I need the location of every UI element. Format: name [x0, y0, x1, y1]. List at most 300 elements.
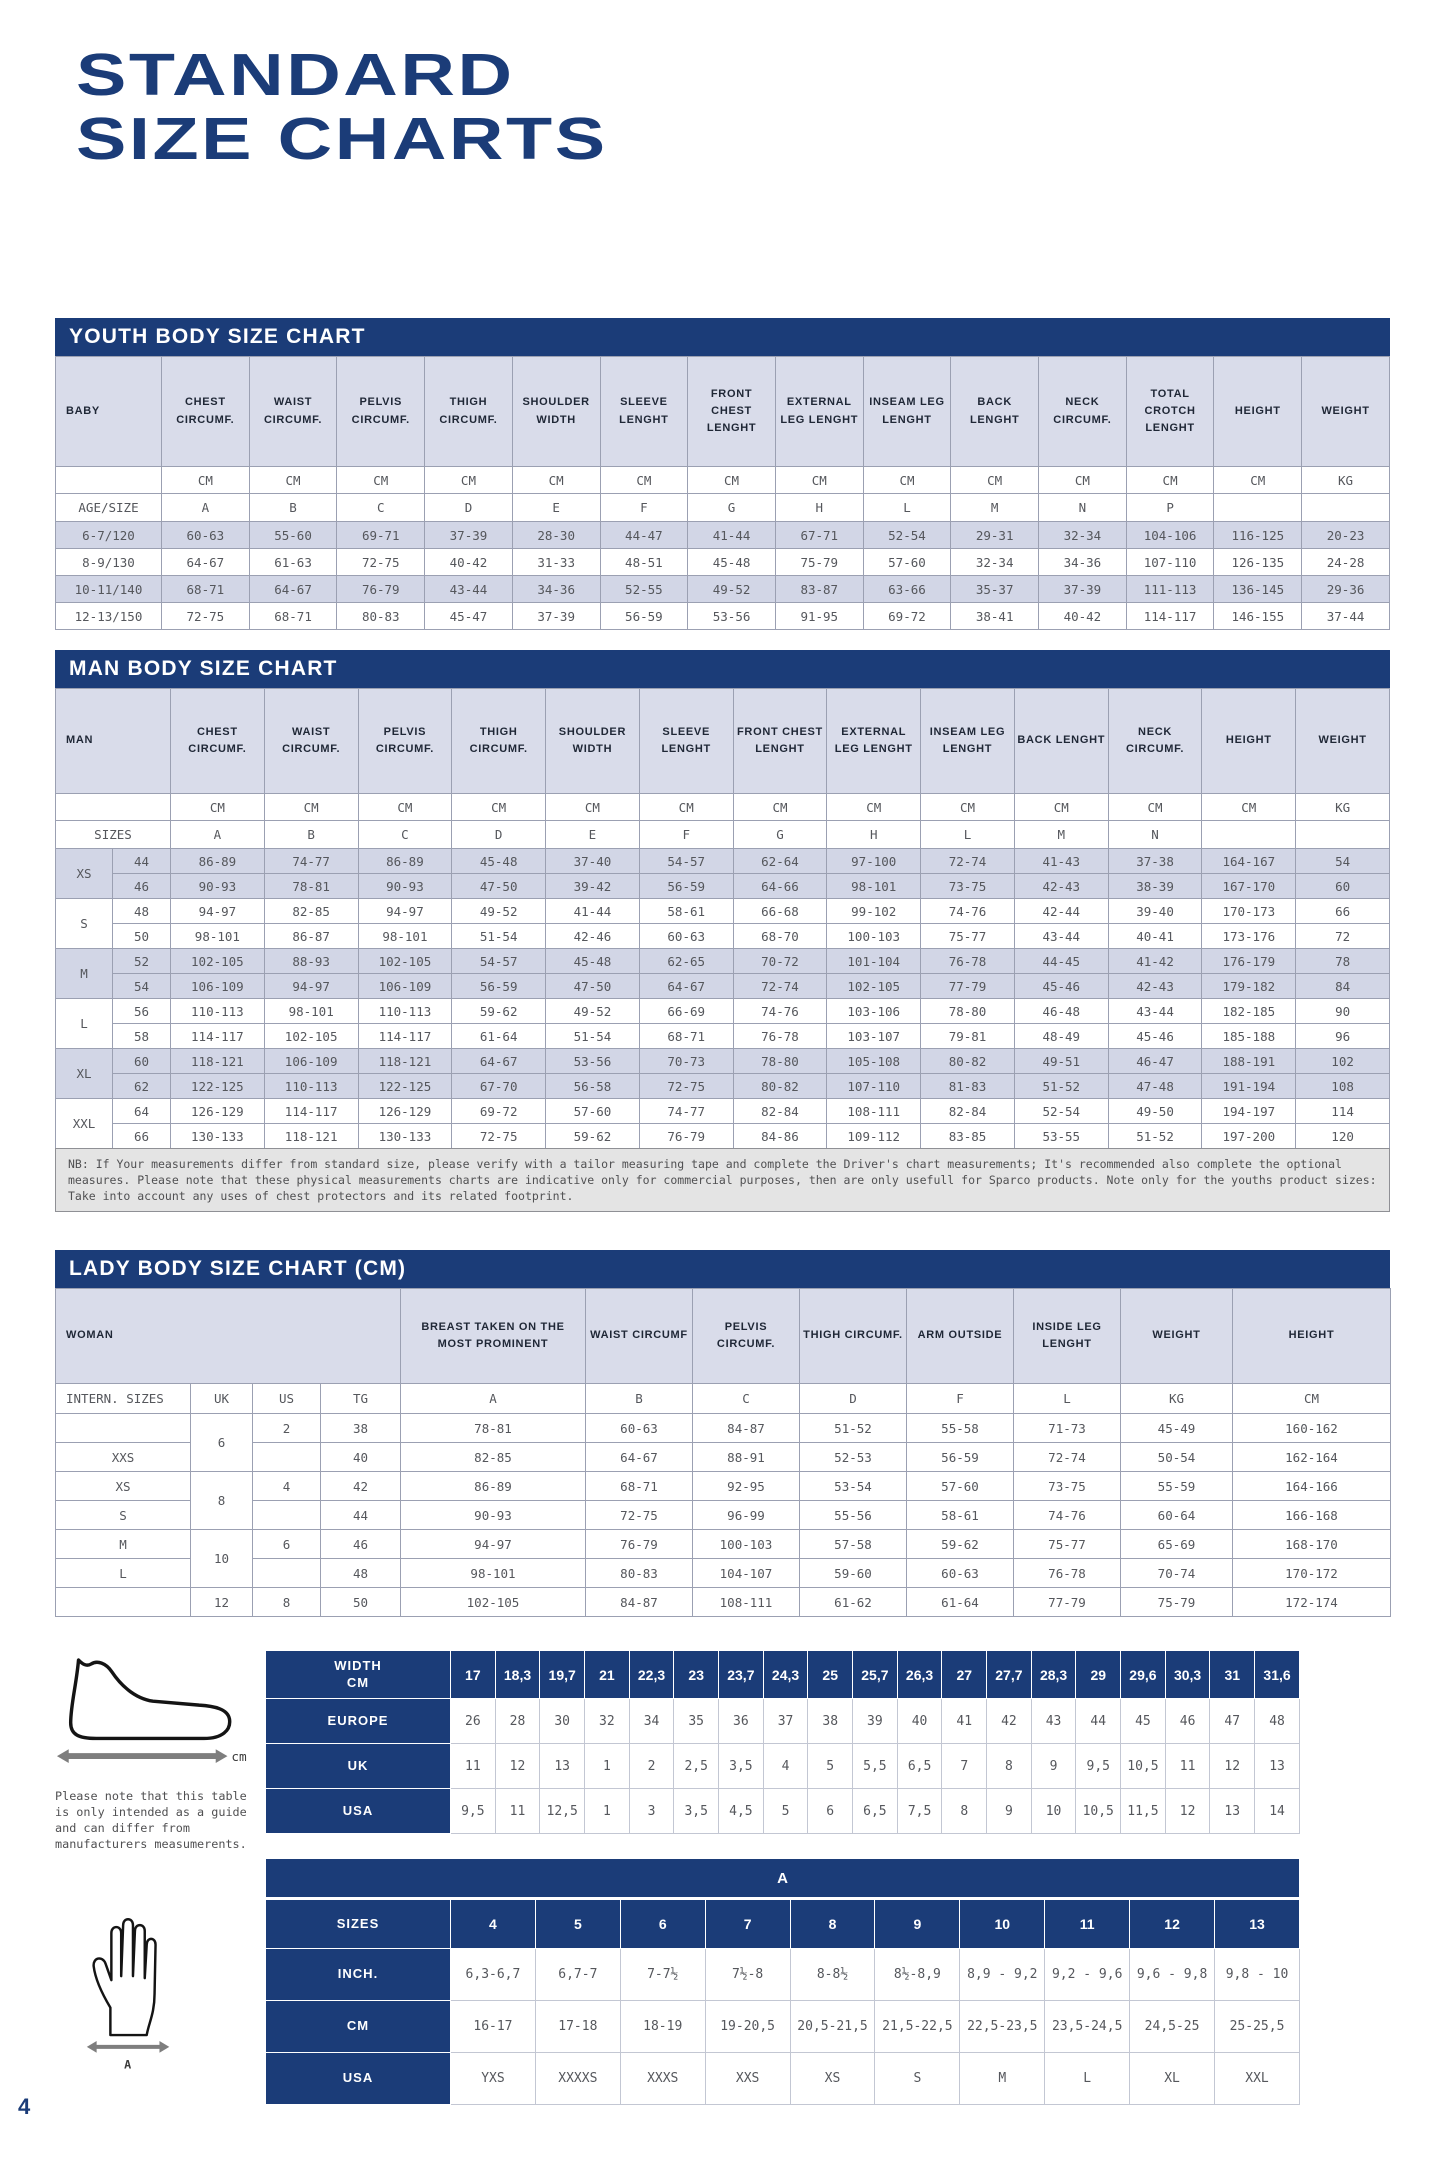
data-cell: 42-46 [546, 924, 640, 949]
data-cell: 70-73 [639, 1049, 733, 1074]
data-cell: 8 [942, 1789, 987, 1834]
data-cell: 110-113 [358, 999, 452, 1024]
data-cell: 105-108 [827, 1049, 921, 1074]
letter-cell: P [1126, 494, 1214, 522]
data-cell: 30 [540, 1699, 585, 1744]
letter-cell: C [358, 821, 452, 849]
column-header: SHOULDER WIDTH [512, 357, 600, 467]
data-cell: 162-164 [1233, 1443, 1391, 1472]
data-cell: 114 [1296, 1099, 1390, 1124]
letter-cell: N [1039, 494, 1127, 522]
letter-cell: F [639, 821, 733, 849]
data-cell: 28 [495, 1699, 540, 1744]
size-label: 44 [113, 849, 171, 874]
data-cell: 78-81 [401, 1414, 586, 1443]
data-cell: 58-61 [907, 1501, 1014, 1530]
data-cell: 146-155 [1214, 603, 1302, 630]
data-cell: 5,5 [853, 1744, 898, 1789]
data-cell: 43-44 [1014, 924, 1108, 949]
data-cell: 76-78 [733, 1024, 827, 1049]
data-cell: 118-121 [358, 1049, 452, 1074]
data-cell: 4 [763, 1744, 808, 1789]
data-cell: 60-63 [907, 1559, 1014, 1588]
shoe-row-label: EUROPE [266, 1699, 451, 1744]
man-data-row [56, 1049, 1390, 1074]
subheader-cell: CM [1233, 1384, 1391, 1414]
unit-cell: CM [827, 794, 921, 821]
column-header: HEIGHT [1233, 1289, 1391, 1384]
glove-row [266, 2001, 1300, 2053]
data-cell: 97-100 [827, 849, 921, 874]
data-cell: 32-34 [1039, 522, 1127, 549]
data-cell: 98-101 [264, 999, 358, 1024]
sizes-label: SIZES [56, 821, 171, 849]
data-cell: M [960, 2053, 1045, 2105]
data-cell: 108 [1296, 1074, 1390, 1099]
data-cell: 44-47 [600, 522, 688, 549]
data-cell: 44-45 [1014, 949, 1108, 974]
data-cell: 38-39 [1108, 874, 1202, 899]
data-cell: 8 [790, 1899, 875, 1949]
data-cell: 47-50 [452, 874, 546, 899]
data-cell: 67-71 [775, 522, 863, 549]
data-cell: 11 [1045, 1899, 1130, 1949]
data-cell: 74-76 [921, 899, 1015, 924]
data-cell: 130-133 [171, 1124, 265, 1149]
data-cell: 56-59 [639, 874, 733, 899]
data-cell: 45-46 [1014, 974, 1108, 999]
data-cell: 21,5-22,5 [875, 2001, 960, 2053]
data-cell: 179-182 [1202, 974, 1296, 999]
data-cell: 66-68 [733, 899, 827, 924]
data-cell: 126-129 [358, 1099, 452, 1124]
letter-cell: A [171, 821, 265, 849]
subheader-cell: B [586, 1384, 693, 1414]
data-cell: 49-52 [452, 899, 546, 924]
data-cell: 39-42 [546, 874, 640, 899]
data-cell: 55-60 [249, 522, 337, 549]
unit-cell: CM [688, 467, 776, 494]
data-cell: 104-106 [1126, 522, 1214, 549]
data-cell: 60-63 [586, 1414, 693, 1443]
data-cell: 38 [808, 1699, 853, 1744]
data-cell: 41-44 [546, 899, 640, 924]
data-cell: 8-8½ [790, 1949, 875, 2001]
data-cell: 118-121 [264, 1124, 358, 1149]
data-cell: 101-104 [827, 949, 921, 974]
data-cell: 42-44 [1014, 899, 1108, 924]
data-cell: 26,3 [897, 1651, 942, 1699]
shoe-row [266, 1699, 1300, 1744]
data-cell: 126-129 [171, 1099, 265, 1124]
data-cell: 41 [942, 1699, 987, 1744]
column-header: SLEEVE LENGHT [639, 689, 733, 794]
data-cell: 96-99 [693, 1501, 800, 1530]
data-cell: 108-111 [827, 1099, 921, 1124]
column-header: HEIGHT [1214, 357, 1302, 467]
data-cell: 44 [1076, 1699, 1121, 1744]
data-cell: 22,3 [629, 1651, 674, 1699]
youth-size-table [55, 356, 1390, 630]
column-header: TOTAL CROTCH LENGHT [1126, 357, 1214, 467]
data-cell: 80-83 [337, 603, 425, 630]
lady-chart-section [55, 1250, 1390, 1617]
man-data-row [56, 874, 1390, 899]
unit-cell: KG [1296, 794, 1390, 821]
data-cell: 64-67 [452, 1049, 546, 1074]
data-cell: 31-33 [512, 549, 600, 576]
intern-size-cell [56, 1414, 191, 1443]
data-cell: 60-64 [1121, 1501, 1233, 1530]
data-cell: 98-101 [401, 1559, 586, 1588]
data-cell: 80-82 [733, 1074, 827, 1099]
data-cell: 12,5 [540, 1789, 585, 1834]
column-header: WAIST CIRCUMF [586, 1289, 693, 1384]
column-header: THIGH CIRCUMF. [425, 357, 513, 467]
column-header: WAIST CIRCUMF. [249, 357, 337, 467]
data-cell: 99-102 [827, 899, 921, 924]
column-header: PELVIS CIRCUMF. [337, 357, 425, 467]
data-cell: 102-105 [171, 949, 265, 974]
data-cell: 28,3 [1031, 1651, 1076, 1699]
data-cell: 9,2 - 9,6 [1045, 1949, 1130, 2001]
subheader-cell: L [1014, 1384, 1121, 1414]
uk-size-cell: 12 [191, 1588, 253, 1617]
data-cell: 21 [585, 1651, 630, 1699]
shoe-row [266, 1744, 1300, 1789]
data-cell: 35 [674, 1699, 719, 1744]
data-cell: 82-85 [264, 899, 358, 924]
unit-cell: CM [1014, 794, 1108, 821]
lady-data-row [56, 1414, 1391, 1443]
page-title-line1: STANDARD [76, 42, 515, 108]
data-cell: 6,3-6,7 [451, 1949, 536, 2001]
data-cell: 16-17 [451, 2001, 536, 2053]
data-cell: 82-84 [921, 1099, 1015, 1124]
subheader-cell: A [401, 1384, 586, 1414]
data-cell: 10 [1031, 1789, 1076, 1834]
data-cell: 51-52 [800, 1414, 907, 1443]
letter-cell [1214, 494, 1302, 522]
column-header: HEIGHT [1202, 689, 1296, 794]
data-cell: 2 [629, 1744, 674, 1789]
column-header: INSEAM LEG LENGHT [863, 357, 951, 467]
shoe-row-label: USA [266, 1789, 451, 1834]
data-cell: 43-44 [1108, 999, 1202, 1024]
cm-arrow-label: cm [231, 1749, 247, 1765]
data-cell: 60 [1296, 874, 1390, 899]
data-cell: 166-168 [1233, 1501, 1391, 1530]
unit-cell: CM [951, 467, 1039, 494]
data-cell: 60-63 [639, 924, 733, 949]
data-cell: 197-200 [1202, 1124, 1296, 1149]
data-cell: 76-78 [921, 949, 1015, 974]
youth-header-row [56, 357, 1390, 467]
column-header: INSEAM LEG LENGHT [921, 689, 1015, 794]
shoe-chart-note: Please note that this table is only intended as a guide and can differ from manufacturers measumerents. [55, 1789, 247, 1851]
data-cell: 106-109 [358, 974, 452, 999]
data-cell: 19-20,5 [705, 2001, 790, 2053]
data-cell: 3,5 [719, 1744, 764, 1789]
data-cell: 72-75 [639, 1074, 733, 1099]
man-chart-note: NB: If Your measurements differ from standard size, please verify with a tailor measuring tape and complete the Driver's chart measurements; It's recommended also complete the optional measures. Please note that these physical measurements charts are indicative only for commercial purposes, then are only usefull for Sparco products. Note only for the youths product sizes: Take into account any uses of chest protectors and its related footprint. [55, 1148, 1390, 1212]
data-cell: 56-59 [907, 1443, 1014, 1472]
man-data-row [56, 924, 1390, 949]
data-cell: 136-145 [1214, 576, 1302, 603]
data-cell: 37-39 [425, 522, 513, 549]
unit-cell: CM [358, 794, 452, 821]
column-header: EXTERNAL LEG LENGHT [827, 689, 921, 794]
data-cell: 75-77 [1014, 1530, 1121, 1559]
lady-header-row [56, 1289, 1391, 1384]
data-cell: 40-41 [1108, 924, 1202, 949]
lady-data-row [56, 1501, 1391, 1530]
youth-data-row [56, 522, 1390, 549]
data-cell: 12 [1165, 1789, 1210, 1834]
letter-cell: D [425, 494, 513, 522]
data-cell: 98-101 [827, 874, 921, 899]
data-cell: 29 [1076, 1651, 1121, 1699]
data-cell: 164-167 [1202, 849, 1296, 874]
data-cell: 32 [585, 1699, 630, 1744]
age-size-label: 8-9/130 [56, 549, 162, 576]
data-cell: 7 [705, 1899, 790, 1949]
data-cell: 25,7 [853, 1651, 898, 1699]
data-cell: 40-42 [425, 549, 513, 576]
data-cell: 13 [1210, 1789, 1255, 1834]
data-cell: 39-40 [1108, 899, 1202, 924]
data-cell: 76-79 [586, 1530, 693, 1559]
data-cell: 12 [1210, 1744, 1255, 1789]
data-cell: 114-117 [1126, 603, 1214, 630]
subheader-cell: KG [1121, 1384, 1233, 1414]
data-cell: 13 [1255, 1744, 1300, 1789]
column-header: PELVIS CIRCUMF. [358, 689, 452, 794]
subheader-cell: F [907, 1384, 1014, 1414]
data-cell: 64-66 [733, 874, 827, 899]
data-cell: 2,5 [674, 1744, 719, 1789]
data-cell: 106-109 [171, 974, 265, 999]
data-cell: 84-87 [693, 1414, 800, 1443]
unit-cell: CM [1202, 794, 1296, 821]
letter-cell [1302, 494, 1390, 522]
data-cell: 118-121 [171, 1049, 265, 1074]
letter-cell: L [863, 494, 951, 522]
data-cell: 102-105 [358, 949, 452, 974]
data-cell: 45-48 [452, 849, 546, 874]
data-cell: 58-61 [639, 899, 733, 924]
data-cell: 75-79 [775, 549, 863, 576]
unit-cell: CM [1108, 794, 1202, 821]
uk-size-cell: 8 [191, 1472, 253, 1530]
unit-cell: CM [775, 467, 863, 494]
man-sizes-row [56, 821, 1390, 849]
data-cell: 52-55 [600, 576, 688, 603]
shoe-row-label: WIDTH CM [266, 1651, 451, 1699]
column-header: WAIST CIRCUMF. [264, 689, 358, 794]
data-cell: 188-191 [1202, 1049, 1296, 1074]
data-cell: 37-39 [512, 603, 600, 630]
data-cell: 9 [987, 1789, 1032, 1834]
column-header: THIGH CIRCUMF. [800, 1289, 907, 1384]
data-cell: 11 [1165, 1744, 1210, 1789]
glove-a-label: A [124, 2057, 132, 2072]
data-cell: 28-30 [512, 522, 600, 549]
data-cell: 10,5 [1076, 1789, 1121, 1834]
column-header: BACK LENGHT [1014, 689, 1108, 794]
data-cell: 13 [1215, 1899, 1300, 1949]
data-cell: 64-67 [249, 576, 337, 603]
data-cell: 122-125 [358, 1074, 452, 1099]
man-data-row [56, 999, 1390, 1024]
data-cell: 64-67 [586, 1443, 693, 1472]
data-cell: 104-107 [693, 1559, 800, 1588]
data-cell: 98-101 [171, 924, 265, 949]
us-size-cell: 8 [253, 1588, 321, 1617]
data-cell: 51-52 [1014, 1074, 1108, 1099]
data-cell: 66-69 [639, 999, 733, 1024]
data-cell: 94-97 [358, 899, 452, 924]
data-cell: 50-54 [1121, 1443, 1233, 1472]
man-chart-section [55, 650, 1390, 1212]
data-cell: 45-47 [425, 603, 513, 630]
data-cell: 46-48 [1014, 999, 1108, 1024]
data-cell: 5 [535, 1899, 620, 1949]
letter-cell: E [512, 494, 600, 522]
data-cell: 102 [1296, 1049, 1390, 1074]
data-cell: 49-50 [1108, 1099, 1202, 1124]
data-cell: 3,5 [674, 1789, 719, 1834]
data-cell: 60-63 [162, 522, 250, 549]
data-cell: 102-105 [827, 974, 921, 999]
data-cell: 6 [808, 1789, 853, 1834]
data-cell: 65-69 [1121, 1530, 1233, 1559]
letter-cell: G [733, 821, 827, 849]
data-cell: 80-83 [586, 1559, 693, 1588]
age-size-label: 12-13/150 [56, 603, 162, 630]
subheader-cell: INTERN. SIZES [56, 1384, 191, 1414]
data-cell: 45-48 [688, 549, 776, 576]
data-cell: 172-174 [1233, 1588, 1391, 1617]
tg-size-cell: 40 [321, 1443, 401, 1472]
column-header: CHEST CIRCUMF. [162, 357, 250, 467]
data-cell: 80-82 [921, 1049, 1015, 1074]
size-label: 48 [113, 899, 171, 924]
letter-cell [1202, 821, 1296, 849]
youth-data-row [56, 576, 1390, 603]
data-cell: 42-43 [1108, 974, 1202, 999]
data-cell: 114-117 [264, 1099, 358, 1124]
unit-cell [56, 467, 162, 494]
data-cell: 114-117 [171, 1024, 265, 1049]
data-cell: 73-75 [921, 874, 1015, 899]
subheader-cell: D [800, 1384, 907, 1414]
youth-letter-row [56, 494, 1390, 522]
intern-size-cell: XXS [56, 1443, 191, 1472]
size-group-label: L [56, 999, 113, 1049]
data-cell: XS [790, 2053, 875, 2105]
data-cell: 1 [585, 1789, 630, 1834]
data-cell: 90-93 [401, 1501, 586, 1530]
data-cell: 86-89 [171, 849, 265, 874]
data-cell: L [1045, 2053, 1130, 2105]
data-cell: 34-36 [1039, 549, 1127, 576]
data-cell: 126-135 [1214, 549, 1302, 576]
intern-size-cell [56, 1588, 191, 1617]
data-cell: 1 [585, 1744, 630, 1789]
data-cell: 41-43 [1014, 849, 1108, 874]
data-cell: 82-84 [733, 1099, 827, 1124]
age-size-label: 10-11/140 [56, 576, 162, 603]
column-header: BREAST TAKEN ON THE MOST PROMINENT [401, 1289, 586, 1384]
column-header: NECK CIRCUMF. [1108, 689, 1202, 794]
data-cell: 46 [1165, 1699, 1210, 1744]
column-header: WEIGHT [1302, 357, 1390, 467]
data-cell: 74-77 [639, 1099, 733, 1124]
man-data-row [56, 1099, 1390, 1124]
letter-cell: N [1108, 821, 1202, 849]
data-cell: 43 [1031, 1699, 1076, 1744]
column-header: INSIDE LEG LENGHT [1014, 1289, 1121, 1384]
data-cell: 59-62 [452, 999, 546, 1024]
size-label: 56 [113, 999, 171, 1024]
data-cell: 63-66 [863, 576, 951, 603]
data-cell: 78 [1296, 949, 1390, 974]
size-label: 50 [113, 924, 171, 949]
page-title-line2: SIZE CHARTS [76, 105, 608, 172]
data-cell: 49-51 [1014, 1049, 1108, 1074]
data-cell: 64-67 [639, 974, 733, 999]
glove-icon [77, 1896, 185, 2074]
unit-cell: CM [546, 794, 640, 821]
data-cell: 61-63 [249, 549, 337, 576]
data-cell: 75-77 [921, 924, 1015, 949]
data-cell: 34-36 [512, 576, 600, 603]
data-cell: 24,3 [763, 1651, 808, 1699]
data-cell: 94-97 [264, 974, 358, 999]
data-cell: 17 [451, 1651, 496, 1699]
data-cell: 41-42 [1108, 949, 1202, 974]
data-cell: 6 [620, 1899, 705, 1949]
man-size-table [55, 688, 1390, 1149]
data-cell: 61-64 [452, 1024, 546, 1049]
data-cell: 84-86 [733, 1124, 827, 1149]
data-cell: 81-83 [921, 1074, 1015, 1099]
shoe-side-block [55, 1650, 265, 1853]
data-cell: 6,5 [853, 1789, 898, 1834]
data-cell: 49-52 [546, 999, 640, 1024]
data-cell: 37-38 [1108, 849, 1202, 874]
data-cell: 17-18 [535, 2001, 620, 2053]
data-cell: 54-57 [639, 849, 733, 874]
data-cell: 23,7 [719, 1651, 764, 1699]
unit-cell: KG [1302, 467, 1390, 494]
letter-cell: M [951, 494, 1039, 522]
data-cell: 84-87 [586, 1588, 693, 1617]
data-cell: 11 [495, 1789, 540, 1834]
data-cell: 25 [808, 1651, 853, 1699]
unit-cell: CM [1039, 467, 1127, 494]
man-data-row [56, 1124, 1390, 1149]
data-cell: 191-194 [1202, 1074, 1296, 1099]
data-cell: 46-47 [1108, 1049, 1202, 1074]
data-cell: 73-75 [1014, 1472, 1121, 1501]
glove-side-block [55, 1858, 265, 2079]
size-label: 64 [113, 1099, 171, 1124]
data-cell: 66 [1296, 899, 1390, 924]
data-cell: 109-112 [827, 1124, 921, 1149]
data-cell: 70-74 [1121, 1559, 1233, 1588]
